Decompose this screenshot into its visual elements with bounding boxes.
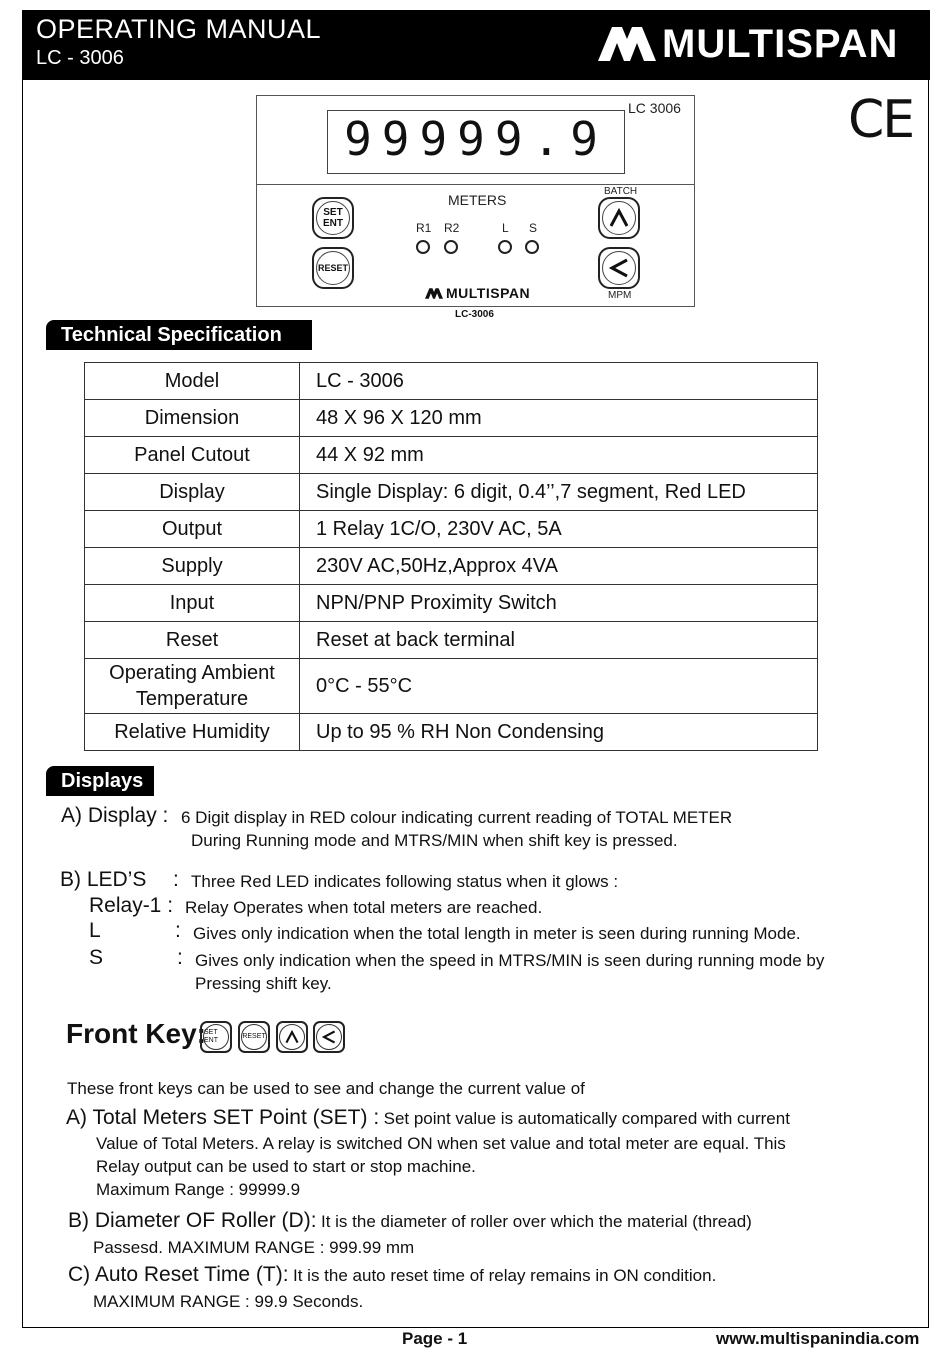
spec-value: Reset at back terminal: [300, 622, 818, 659]
panel-brand-logo: [425, 285, 530, 301]
table-row: [85, 622, 818, 659]
mpm-label: MPM: [608, 290, 632, 301]
multispan-mark-icon: [598, 27, 656, 61]
led-s-text-2: Pressing shift key.: [195, 974, 332, 993]
spec-label: Output: [85, 511, 300, 548]
panel-brand-name: MULTISPAN: [446, 285, 531, 301]
key-b-text: It is the diameter of roller over which the material (thread): [320, 1212, 752, 1231]
key-a-max-range: Maximum Range : 99999.9: [96, 1180, 301, 1199]
table-row: [85, 714, 818, 751]
spec-value: Up to 95 % RH Non Condensing: [300, 714, 818, 751]
led-label-r2: R2: [444, 221, 460, 235]
left-arrow-icon: [602, 251, 636, 285]
key-b-text-2: Passesd. MAXIMUM RANGE : 999.99 mm: [93, 1238, 415, 1257]
manual-model: LC - 3006: [36, 47, 124, 69]
spec-label: Input: [85, 585, 300, 622]
spec-value: 44 X 92 mm: [300, 437, 818, 474]
led-r1-indicator: [416, 240, 430, 254]
key-c-text-2: MAXIMUM RANGE : 99.9 Seconds.: [93, 1292, 364, 1311]
table-row: [85, 400, 818, 437]
spec-label: Relative Humidity: [85, 714, 300, 751]
page-number: Page - 1: [402, 1329, 468, 1348]
spec-value: LC - 3006: [300, 363, 818, 400]
shift-key-icon: [313, 1021, 345, 1053]
spec-value: NPN/PNP Proximity Switch: [300, 585, 818, 622]
led-l-indicator: [498, 240, 512, 254]
spec-label: Display: [85, 474, 300, 511]
panel-model-label: LC 3006: [628, 100, 681, 116]
panel-caption: LC-3006: [455, 309, 494, 320]
table-row: [85, 585, 818, 622]
display-reading: 99999.9: [344, 112, 608, 166]
set-ent-key-label: SET ENT: [316, 201, 350, 235]
display-a-text-2: During Running mode and MTRS/MIN when shift key is pressed.: [191, 831, 678, 850]
table-row: [85, 548, 818, 585]
reset-key-icon: [238, 1021, 270, 1053]
front-key-heading: Front Key:: [66, 1018, 206, 1049]
display-a-label: A) Display :: [61, 804, 169, 827]
led-label-r1: R1: [416, 221, 432, 235]
spec-value: 0°C - 55°C: [300, 659, 818, 714]
reset-key-label: RESET: [316, 251, 350, 285]
spec-value: 48 X 96 X 120 mm: [300, 400, 818, 437]
relay-1-label: Relay-1 :: [89, 894, 174, 917]
key-a-text-3: Relay output can be used to start or stop machine.: [96, 1157, 476, 1176]
display-b-text: Three Red LED indicates following status when it glows :: [191, 872, 619, 891]
led-l-label: L: [89, 919, 101, 942]
spec-label: Dimension: [85, 400, 300, 437]
key-c-heading: C) Auto Reset Time (T):: [68, 1263, 289, 1286]
table-row: [85, 474, 818, 511]
led-label-s: S: [529, 221, 538, 235]
spec-label: Supply: [85, 548, 300, 585]
front-key-intro: These front keys can be used to see and change the current value of: [67, 1079, 585, 1098]
spec-value: 230V AC,50Hz,Approx 4VA: [300, 548, 818, 585]
ce-mark: CE: [848, 90, 914, 150]
website-link[interactable]: www.multispanindia.com: [716, 1329, 920, 1348]
panel-divider: [256, 184, 695, 185]
led-s-indicator: [525, 240, 539, 254]
key-b-line: [68, 1209, 752, 1233]
led-s-text: Gives only indication when the speed in MTRS/MIN is seen during running mode by: [195, 951, 825, 970]
spec-value: Single Display: 6 digit, 0.4’’,7 segment, Red LED: [300, 474, 818, 511]
spec-value: 1 Relay 1C/O, 230V AC, 5A: [300, 511, 818, 548]
led-l-colon: :: [175, 919, 181, 942]
multispan-mark-icon: [425, 288, 443, 299]
shift-left-key[interactable]: [598, 247, 640, 289]
manual-title: OPERATING MANUAL: [36, 14, 322, 44]
set-ent-key[interactable]: [312, 197, 354, 239]
table-row: [85, 511, 818, 548]
display-a-text: 6 Digit display in RED colour indicating current reading of TOTAL METER: [181, 808, 733, 827]
spec-label: Panel Cutout: [85, 437, 300, 474]
brand-logo: [598, 24, 898, 64]
led-s-colon: :: [177, 946, 183, 969]
led-label-l: L: [502, 221, 509, 235]
left-arrow-icon: [316, 1024, 342, 1050]
led-l-text: Gives only indication when the total length in meter is seen during running Mode.: [193, 924, 801, 943]
key-a-text: Set point value is automatically compared with current: [383, 1109, 790, 1128]
display-b-colon: :: [173, 868, 179, 891]
reset-key[interactable]: [312, 247, 354, 289]
spec-label: Model: [85, 363, 300, 400]
key-a-text-2: Value of Total Meters. A relay is switched ON when set value and total meter are equal. This: [96, 1134, 786, 1153]
table-row: [85, 363, 818, 400]
table-row: [85, 659, 818, 714]
led-s-label: S: [89, 946, 104, 969]
reset-key-icon-label: RESET: [241, 1024, 267, 1050]
key-c-line: [68, 1263, 716, 1287]
key-a-line: [66, 1106, 790, 1130]
relay-1-text: Relay Operates when total meters are reached.: [185, 898, 543, 917]
table-row: [85, 437, 818, 474]
key-b-heading: B) Diameter OF Roller (D):: [68, 1209, 317, 1232]
up-arrow-icon: [602, 201, 636, 235]
up-key[interactable]: [598, 197, 640, 239]
set-ent-key-icon: [200, 1021, 232, 1053]
led-r2-indicator: [444, 240, 458, 254]
displays-heading: Displays: [46, 766, 154, 796]
spec-label: Operating Ambient Temperature: [85, 659, 300, 714]
key-a-heading: A) Total Meters SET Point (SET) :: [66, 1106, 380, 1129]
key-c-text: It is the auto reset time of relay remains in ON condition.: [293, 1266, 717, 1285]
set-ent-key-icon-label: SET ENT: [203, 1024, 229, 1050]
batch-label: BATCH: [604, 186, 638, 197]
tech-spec-heading: Technical Specification: [46, 320, 312, 350]
brand-name: MULTISPAN: [662, 22, 899, 66]
up-arrow-icon: [279, 1024, 305, 1050]
spec-label: Reset: [85, 622, 300, 659]
spec-table: [84, 362, 818, 751]
meters-label: METERS: [448, 192, 507, 208]
up-key-icon: [276, 1021, 308, 1053]
display-b-label: B) LED’S: [60, 868, 147, 891]
